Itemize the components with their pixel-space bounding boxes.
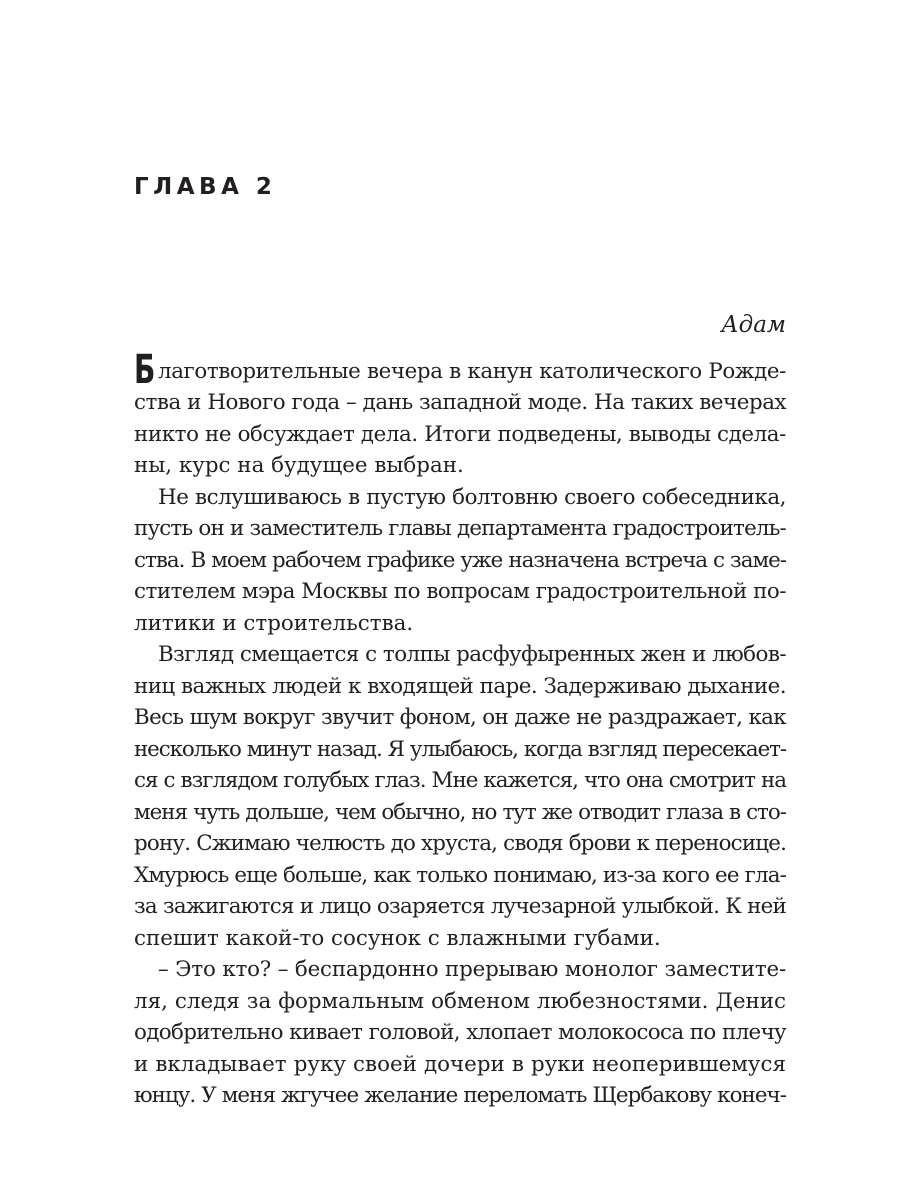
text-line: Хмурюсь еще больше, как только понимаю, из-за кого ее гла- bbox=[134, 862, 786, 888]
text-line: Взгляд смещается с толпы расфуфыренных жен и любов- bbox=[158, 642, 786, 667]
paragraph-2 bbox=[134, 482, 786, 640]
text-line: рону. Сжимаю челюсть до хруста, сводя брови к переносице. bbox=[134, 831, 787, 856]
text-line bbox=[134, 346, 786, 393]
text-line: ства и Нового года – дань западной моде. На таких вечерах bbox=[134, 390, 787, 415]
chapter-title: ГЛАВА 2 bbox=[134, 174, 277, 200]
text-line: меня чуть дольше, чем обычно, но тут же отводит глаза в сто- bbox=[134, 799, 786, 825]
text-line: и вкладывает руку своей дочери в руки неоперившемуся bbox=[134, 1051, 786, 1077]
text-line: никто не обсуждает дела. Итоги подведены, выводы сдела- bbox=[134, 421, 786, 447]
chapter-text bbox=[134, 310, 786, 1112]
text-line: ства. В моем рабочем графике уже назначена встреча с заме- bbox=[134, 547, 786, 573]
text-line: одобрительно кивает головой, хлопает молокососа по плечу bbox=[134, 1020, 786, 1045]
text-line: – Это кто? – беспардонно прерываю монолог заместите- bbox=[158, 957, 786, 982]
drop-cap: Б bbox=[134, 346, 156, 393]
text-line: ся с взглядом голубых глаз. Мне кажется, что она смотрит на bbox=[134, 768, 786, 793]
text-line-content: лаготворительные вечера в канун католического Рожде- bbox=[158, 358, 786, 384]
text-line: ля, следя за формальным обменом любезностями. Денис bbox=[134, 988, 786, 1014]
paragraph-3 bbox=[134, 639, 786, 954]
text-line: стителем мэра Москвы по вопросам градостроительной по- bbox=[134, 579, 786, 604]
text-line: ны, курс на будущее выбран. bbox=[134, 453, 464, 478]
text-line: литики и строительства. bbox=[134, 610, 414, 636]
paragraph-1 bbox=[134, 346, 787, 482]
paragraph-4 bbox=[134, 954, 786, 1112]
text-line: Не вслушиваюсь в пустую болтовню своего собеседника, bbox=[158, 484, 786, 510]
text-line: за зажигаются и лицо озаряется лучезарной улыбкой. К ней bbox=[134, 894, 786, 919]
narrator-name: Адам bbox=[721, 312, 786, 338]
text-line: юнцу. У меня жгучее желание переломать Щербакову конеч- bbox=[134, 1083, 786, 1108]
text-line: ниц важных людей к входящей паре. Задерживаю дыхание. bbox=[134, 673, 786, 699]
text-line: Весь шум вокруг звучит фоном, он даже не раздражает, как bbox=[134, 705, 786, 730]
text-line: несколько минут назад. Я улыбаюсь, когда взгляд пересекает- bbox=[134, 736, 786, 762]
text-line: пусть он и заместитель главы департамента градостроитель- bbox=[134, 516, 786, 541]
text-line: спешит какой-то сосунок с влажными губами. bbox=[134, 925, 661, 951]
